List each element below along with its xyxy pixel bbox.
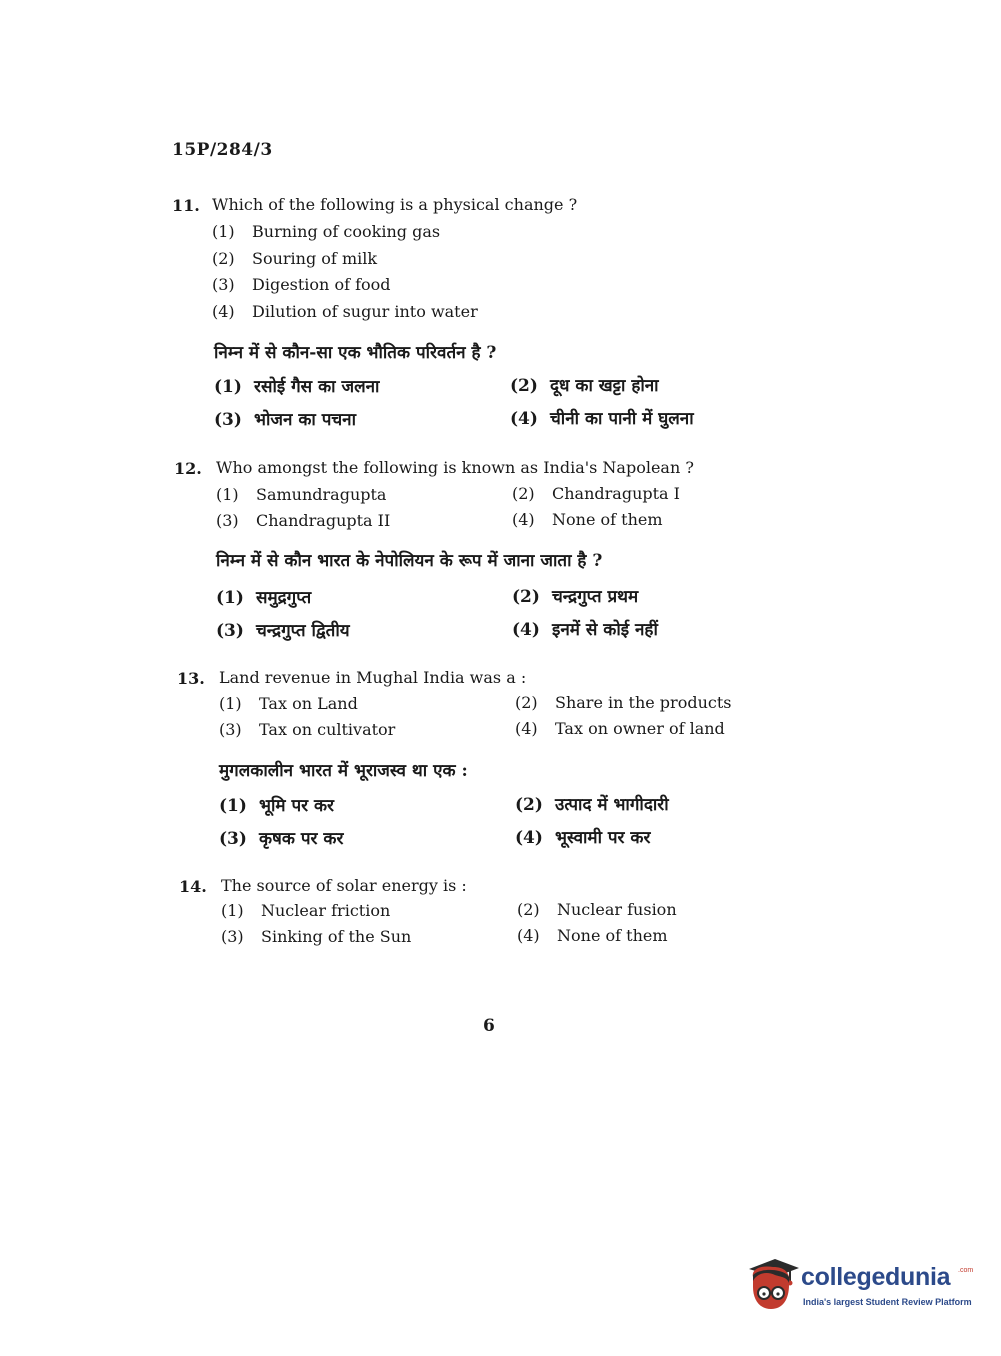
option-4-en: (4) Tax on owner of land xyxy=(515,719,725,738)
mascot-icon xyxy=(745,1255,799,1315)
option-3-hi: (3) भोजन का पचना xyxy=(214,410,356,430)
option-3-hi: (3) चन्द्रगुप्त द्वितीय xyxy=(216,621,350,641)
question-text-hi: निम्न में से कौन भारत के नेपोलियन के रूप में जाना जाता है ? xyxy=(216,551,603,571)
option-2-en: (2) Share in the products xyxy=(515,693,732,712)
question-text-en: Land revenue in Mughal India was a : xyxy=(219,668,527,687)
option-2-en: (2) Souring of milk xyxy=(212,249,378,268)
option-3-en: (3) Sinking of the Sun xyxy=(221,927,412,946)
question-number: 11. xyxy=(172,196,200,215)
option-3-en: (3) Chandragupta II xyxy=(216,511,391,530)
option-2-hi: (2) उत्पाद में भागीदारी xyxy=(515,795,669,815)
option-1-hi: (1) रसोई गैस का जलना xyxy=(214,377,380,397)
brand-name: collegedunia xyxy=(801,1263,951,1291)
option-1-en: (1) Nuclear friction xyxy=(221,901,391,920)
option-1-en: (1) Samundragupta xyxy=(216,485,387,504)
collegedunia-logo xyxy=(745,1253,975,1323)
option-4-hi: (4) भूस्वामी पर कर xyxy=(515,828,651,848)
question-text-hi: मुगलकालीन भारत में भूराजस्व था एक : xyxy=(219,761,468,781)
brand-suffix: .com xyxy=(958,1267,974,1274)
option-1-en: (1) Burning of cooking gas xyxy=(212,222,441,241)
option-4-hi: (4) इनमें से कोई नहीं xyxy=(512,620,658,640)
question-text-en: Which of the following is a physical change ? xyxy=(212,195,578,214)
option-2-en: (2) Chandragupta I xyxy=(512,484,680,503)
page-number: 6 xyxy=(483,1016,495,1036)
question-number: 13. xyxy=(177,669,205,688)
option-4-en: (4) None of them xyxy=(512,510,663,529)
option-4-en: (4) None of them xyxy=(517,926,668,945)
option-1-hi: (1) भूमि पर कर xyxy=(219,796,334,816)
option-4-hi: (4) चीनी का पानी में घुलना xyxy=(510,409,694,429)
option-1-en: (1) Tax on Land xyxy=(219,694,358,713)
question-text-en: The source of solar energy is : xyxy=(221,876,467,895)
option-3-en: (3) Digestion of food xyxy=(212,275,391,294)
paper-code: 15P/284/3 xyxy=(172,140,273,160)
question-number: 12. xyxy=(174,459,202,478)
option-2-hi: (2) दूध का खट्टा होना xyxy=(510,376,659,396)
question-text-en: Who amongst the following is known as India's Napolean ? xyxy=(216,458,694,477)
option-3-en: (3) Tax on cultivator xyxy=(219,720,396,739)
option-2-hi: (2) चन्द्रगुप्त प्रथम xyxy=(512,587,639,607)
option-4-en: (4) Dilution of sugur into water xyxy=(212,302,478,321)
brand-tagline: India's largest Student Review Platform xyxy=(803,1297,972,1307)
option-2-en: (2) Nuclear fusion xyxy=(517,900,677,919)
option-3-hi: (3) कृषक पर कर xyxy=(219,829,344,849)
question-number: 14. xyxy=(179,877,207,896)
question-text-hi: निम्न में से कौन-सा एक भौतिक परिवर्तन है ? xyxy=(214,343,497,363)
option-1-hi: (1) समुद्रगुप्त xyxy=(216,588,312,608)
